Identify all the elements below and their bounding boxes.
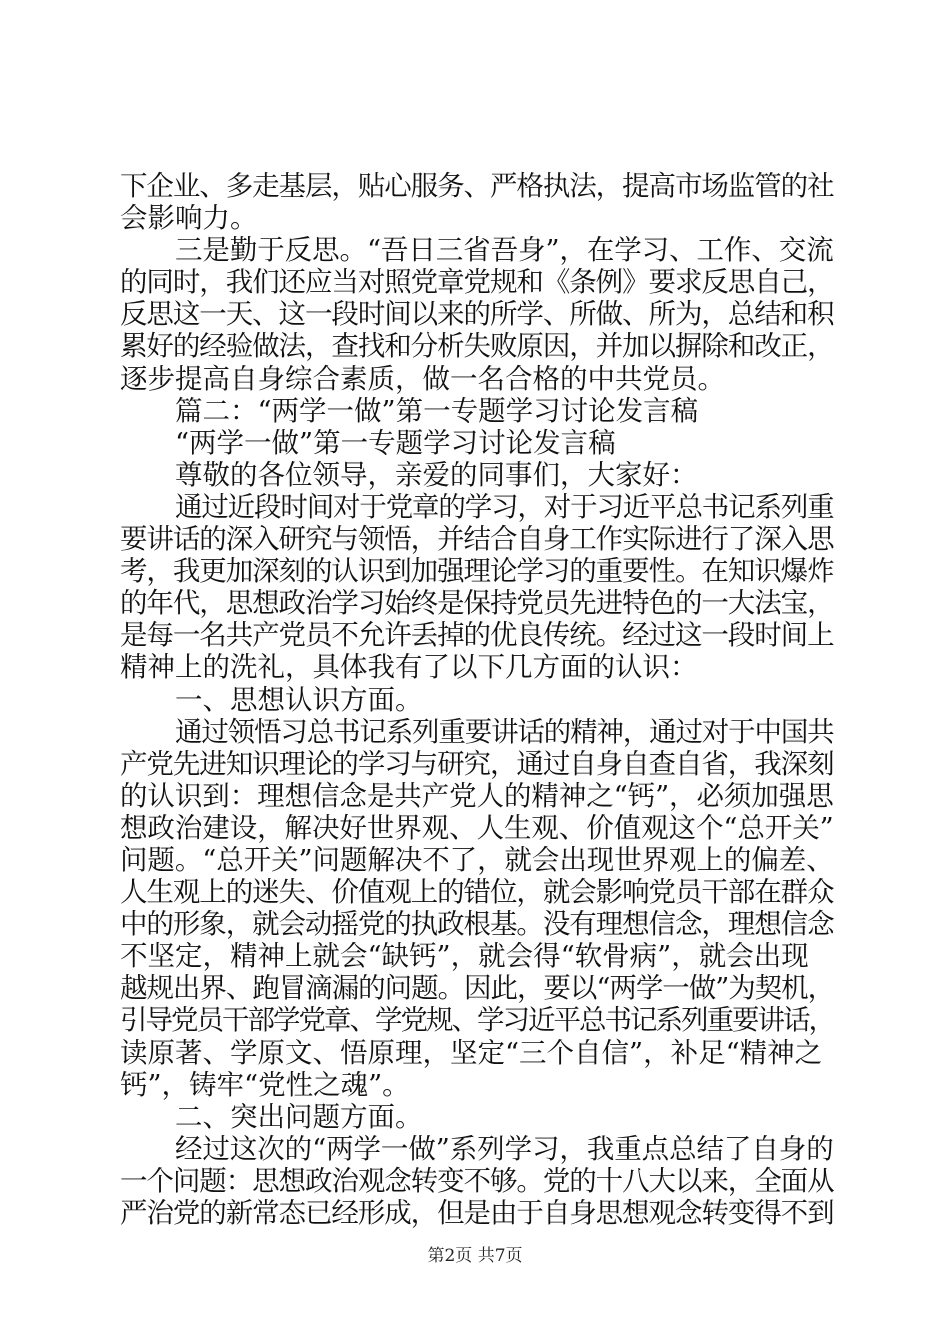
text-line: 的同时，我们还应当对照党章党规和《条例》要求反思自己， bbox=[120, 266, 834, 299]
text-line: 严治党的新常态已经形成，但是由于自身思想观念转变得不到 bbox=[120, 1197, 834, 1229]
text-line: 问题。“总开关”问题解决不了，就会出现世界观上的偏差、 bbox=[120, 843, 834, 876]
text-line: 篇二：“两学一做”第一专题学习讨论发言稿 bbox=[175, 394, 699, 427]
text-line: 的年代，思想政治学习始终是保持党员先进特色的一大法宝， bbox=[120, 587, 834, 620]
text-line: 要讲话的深入研究与领悟，并结合自身工作实际进行了深入思 bbox=[120, 523, 834, 556]
text-line: 考，我更加深刻的认识到加强理论学习的重要性。在知识爆炸 bbox=[120, 555, 834, 588]
text-line: 反思这一天、这一段时间以来的所学、所做、所为，总结和积 bbox=[120, 298, 834, 331]
text-line: 经过这次的“两学一做”系列学习，我重点总结了自身的 bbox=[175, 1132, 834, 1165]
text-line: 人生观上的迷失、价值观上的错位，就会影响党员干部在群众 bbox=[120, 876, 834, 909]
text-line: 通过领悟习总书记系列重要讲话的精神，通过对于中国共 bbox=[175, 715, 834, 748]
text-line: 一、思想认识方面。 bbox=[175, 683, 423, 716]
text-line: 逐步提高自身综合素质，做一名合格的中共党员。 bbox=[120, 362, 725, 395]
text-line: 一个问题：思想政治观念转变不够。党的十八大以来，全面从 bbox=[120, 1164, 834, 1197]
text-line: 是每一名共产党员不允许丢掉的优良传统。经过这一段时间上 bbox=[120, 619, 834, 652]
text-line: 不坚定，精神上就会“缺钙”，就会得“软骨病”，就会出现 bbox=[120, 940, 809, 973]
page-footer: 第2页 共7页 bbox=[427, 1246, 523, 1266]
text-line: 钙”，铸牢“党性之魂”。 bbox=[120, 1068, 410, 1101]
text-line: 累好的经验做法，查找和分析失败原因，并加以摒除和改正， bbox=[120, 330, 834, 363]
text-line: 二、突出问题方面。 bbox=[175, 1100, 423, 1133]
text-line: 的认识到：理想信念是共产党人的精神之“钙”，必须加强思 bbox=[120, 779, 834, 812]
text-line: 中的形象，就会动摇党的执政根基。没有理想信念，理想信念 bbox=[120, 908, 834, 941]
text-line: 精神上的洗礼，具体我有了以下几方面的认识： bbox=[120, 651, 698, 684]
text-line: 越规出界、跑冒滴漏的问题。因此，要以“两学一做”为契机， bbox=[120, 972, 835, 1005]
text-line: 尊敬的各位领导，亲爱的同事们，大家好： bbox=[175, 458, 698, 491]
text-line: 想政治建设，解决好世界观、人生观、价值观这个“总开关” bbox=[120, 811, 834, 844]
text-line: 下企业、多走基层，贴心服务、严格执法，提高市场监管的社 bbox=[120, 170, 834, 202]
text-line: 通过近段时间对于党章的学习，对于习近平总书记系列重 bbox=[175, 490, 834, 523]
text-line: 读原著、学原文、悟原理，坚定“三个自信”，补足“精神之 bbox=[120, 1036, 823, 1069]
text-line: 三是勤于反思。“吾日三省吾身”，在学习、工作、交流 bbox=[175, 234, 834, 267]
text-line: 引导党员干部学党章、学党规、学习近平总书记系列重要讲话， bbox=[120, 1004, 834, 1037]
text-line: 会影响力。 bbox=[120, 202, 258, 235]
text-line: 产党先进知识理论的学习与研究，通过自身自查自省，我深刻 bbox=[120, 747, 834, 780]
document-body bbox=[120, 170, 834, 1229]
text-line: “两学一做”第一专题学习讨论发言稿 bbox=[175, 426, 616, 459]
